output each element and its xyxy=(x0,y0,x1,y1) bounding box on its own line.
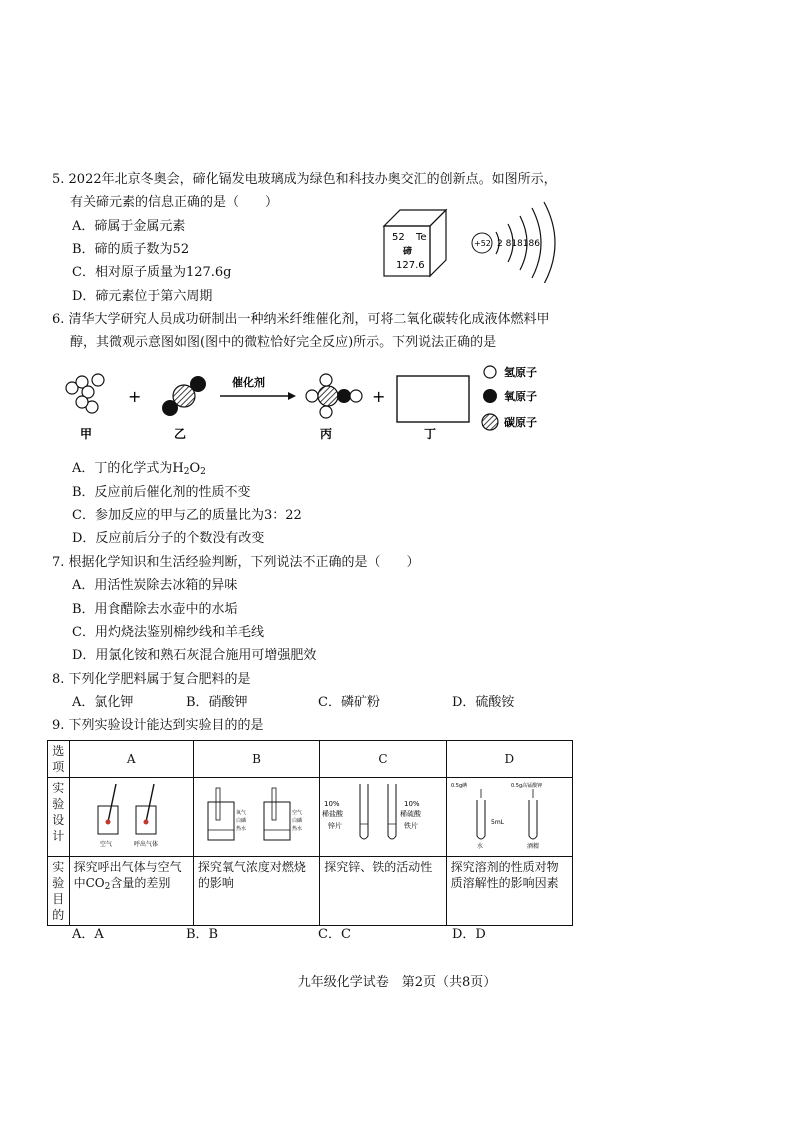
svg-text:呼出气体: 呼出气体 xyxy=(133,841,158,848)
element-mass: 127.6 xyxy=(396,260,425,271)
oxygen-atom-icon xyxy=(483,389,497,403)
row-header-option: 选项 xyxy=(48,741,70,778)
carbon-atom-icon xyxy=(482,414,498,430)
design-a-bottles xyxy=(70,778,190,852)
q7-option-c: C．用灼烧法鉴别棉纱线和羊毛线 xyxy=(72,625,264,640)
q9-option-a: A．A xyxy=(72,927,104,942)
svg-text:空气: 空气 xyxy=(99,841,112,848)
svg-text:热水: 热水 xyxy=(235,826,246,832)
label-catalyst: 催化剂 xyxy=(232,376,265,389)
svg-text:酒精: 酒精 xyxy=(526,843,539,850)
q5-option-a: A．碲属于金属元素 xyxy=(72,219,186,234)
svg-text:稀硫酸: 稀硫酸 xyxy=(400,810,422,818)
plus-sign-2: + xyxy=(372,387,386,406)
q9-stem: 9. 下列实验设计能达到实验目的的是 xyxy=(52,718,264,733)
column-c-header: C xyxy=(320,741,446,778)
label-ding: 丁 xyxy=(424,427,437,441)
hydrogen-atom-icon xyxy=(484,366,496,378)
svg-text:白磷: 白磷 xyxy=(235,818,246,824)
table-row xyxy=(48,741,573,778)
product-ding-box xyxy=(397,376,469,422)
design-b-cell xyxy=(193,778,319,857)
legend-carbon: 碳原子 xyxy=(504,416,537,429)
atom-shell-electrons: 2 818186 xyxy=(497,239,540,249)
q5-option-d: D．碲元素位于第六周期 xyxy=(72,289,213,304)
experiment-table xyxy=(47,740,573,926)
q7-stem: 7. 根据化学知识和生活经验判断，下列说法不正确的是（ ） xyxy=(52,555,420,570)
q8-option-d: D．硫酸铵 xyxy=(452,695,515,710)
q6-option-a: A．丁的化学式为$H_2O_2$ xyxy=(72,461,206,477)
label-jia: 甲 xyxy=(80,427,93,441)
atom-nucleus-charge: +52 xyxy=(474,239,491,248)
element-name: 碲 xyxy=(403,247,413,257)
tellurium-figure xyxy=(378,198,578,283)
q8-option-a: A．氯化钾 xyxy=(72,695,134,710)
svg-text:水: 水 xyxy=(476,843,483,850)
reactant-yi-co2-molecule xyxy=(162,376,206,416)
q5-stem-line1: 5. 2022年北京冬奥会，碲化镉发电玻璃成为绿色和科技办奥交汇的创新点。如图所示， xyxy=(52,172,557,187)
element-card xyxy=(384,210,446,276)
svg-text:10%: 10% xyxy=(404,800,420,808)
aim-b: 探究氧气浓度对燃烧的影响 xyxy=(193,857,319,926)
q9-option-d: D．D xyxy=(452,927,486,942)
table-row xyxy=(48,778,573,857)
aim-a: 探究呼出气体与空气中$CO_2$含量的差别 xyxy=(69,857,193,926)
row-header-aim: 实验目的 xyxy=(48,857,70,926)
element-symbol: Te xyxy=(416,232,427,243)
q7-option-d: D．用氯化铵和熟石灰混合施用可增强肥效 xyxy=(72,648,317,663)
q6-option-c: C．参加反应的甲与乙的质量比为3：22 xyxy=(72,508,302,523)
q7-option-b: B．用食醋除去水壶中的水垢 xyxy=(72,602,238,617)
q6-option-d: D．反应前后分子的个数没有改变 xyxy=(72,531,265,546)
q5-option-c: C．相对原子质量为127.6g xyxy=(72,265,232,280)
reaction-diagram xyxy=(60,362,570,444)
legend-hydrogen: 氢原子 xyxy=(504,366,537,379)
aim-c: 探究锌、铁的活动性 xyxy=(320,857,446,926)
design-d-cell xyxy=(446,778,572,857)
legend-oxygen: 氧原子 xyxy=(504,390,537,403)
svg-text:10%: 10% xyxy=(324,800,340,808)
svg-text:氧气: 氧气 xyxy=(235,810,246,816)
svg-text:空气: 空气 xyxy=(291,810,302,816)
q9-option-c: C．C xyxy=(318,927,351,942)
design-a-cell xyxy=(69,778,193,857)
atom-legend xyxy=(482,365,537,430)
plus-sign-1: + xyxy=(128,387,142,406)
table-row xyxy=(48,857,573,926)
q5-stem-line2: 有关碲元素的信息正确的是（ ） xyxy=(70,195,279,210)
q9-option-b: B．B xyxy=(186,927,219,942)
reaction-arrow-head xyxy=(288,392,296,400)
product-bing-methanol-molecule xyxy=(306,374,362,418)
svg-text:铁片: 铁片 xyxy=(404,822,419,830)
q6-stem-line1: 6. 清华大学研究人员成功研制出一种纳米纤维催化剂，可将二氧化碳转化成液体燃料甲 xyxy=(52,312,550,327)
svg-text:稀盐酸: 稀盐酸 xyxy=(322,810,344,818)
svg-text:0.5g高锰酸钾: 0.5g高锰酸钾 xyxy=(510,783,542,789)
design-d-test-tubes xyxy=(447,778,569,852)
design-c-test-tubes xyxy=(320,778,442,852)
atom-structure-diagram xyxy=(472,202,555,283)
design-b-beakers xyxy=(194,778,316,852)
q8-option-b: B．硝酸钾 xyxy=(186,695,248,710)
q7-option-a: A．用活性炭除去冰箱的异味 xyxy=(72,578,238,593)
svg-text:热水: 热水 xyxy=(291,826,302,832)
aim-d: 探究溶剂的性质对物质溶解性的影响因素 xyxy=(446,857,572,926)
design-c-cell xyxy=(320,778,446,857)
element-number: 52 xyxy=(392,232,405,243)
q8-option-c: C．磷矿粉 xyxy=(318,695,380,710)
column-b-header: B xyxy=(193,741,319,778)
reactant-jia-hydrogen-molecules xyxy=(66,374,104,413)
label-yi: 乙 xyxy=(174,427,187,441)
svg-text:锌片: 锌片 xyxy=(328,822,343,830)
label-bing: 丙 xyxy=(320,427,333,441)
svg-text:5mL: 5mL xyxy=(490,819,504,826)
q6-stem-line2: 醇，其微观示意图如图(图中的微粒恰好完全反应)所示。下列说法正确的是 xyxy=(70,335,497,350)
page-footer: 九年级化学试卷 第2页（共8页） xyxy=(297,975,497,990)
q6-option-b: B．反应前后催化剂的性质不变 xyxy=(72,485,251,500)
column-a-header: A xyxy=(69,741,193,778)
q8-stem: 8. 下列化学肥料属于复合肥料的是 xyxy=(52,672,251,687)
svg-text:0.5g碘: 0.5g碘 xyxy=(450,783,467,789)
q5-option-b: B．碲的质子数为52 xyxy=(72,242,190,257)
svg-text:白磷: 白磷 xyxy=(291,818,302,824)
column-d-header: D xyxy=(446,741,572,778)
row-header-design: 实验设计 xyxy=(48,778,70,857)
